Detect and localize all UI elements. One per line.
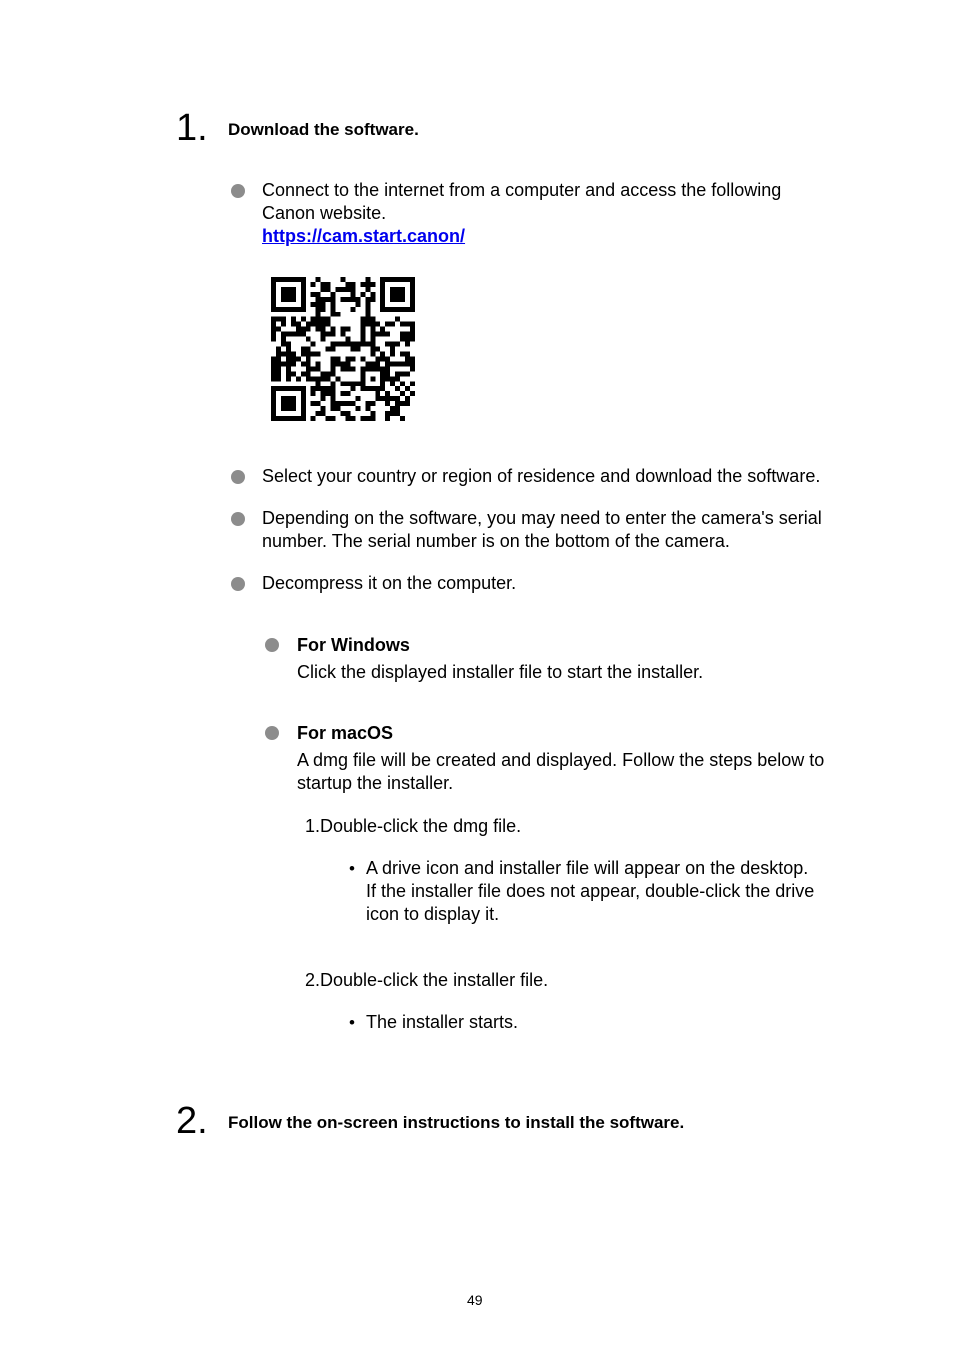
small-bullet-icon: •	[349, 859, 355, 878]
macos-line-1: A dmg file will be created and displayed. Follow the steps below to	[297, 750, 825, 770]
macos-substep-1-detail	[366, 857, 886, 926]
bullet-dot-icon	[231, 184, 245, 198]
bullet-dot-icon	[231, 470, 245, 484]
serial-line-1: Depending on the software, you may need to enter the camera's serial	[262, 508, 822, 528]
access-line-1: Connect to the internet from a computer and access the following	[262, 180, 782, 200]
serial-line-2: number. The serial number is on the bottom of the camera.	[262, 531, 730, 551]
bullet-dot-icon	[231, 577, 245, 591]
windows-text: Click the displayed installer file to start the installer.	[297, 662, 704, 682]
macos-substep-1: 1.Double-click the dmg file.	[305, 816, 522, 836]
page-number: 49	[467, 1292, 483, 1308]
macos-section	[297, 722, 897, 795]
macos-title: For macOS	[297, 723, 394, 743]
step-2-number: 2.	[176, 1100, 208, 1142]
canon-website-link[interactable]: https://cam.start.canon/	[262, 226, 466, 246]
bullet-dot-icon	[265, 726, 279, 740]
small-bullet-icon: •	[349, 1013, 355, 1032]
windows-title: For Windows	[297, 635, 410, 655]
substep1-line-2: If the installer file does not appear, double-click the drive	[366, 881, 815, 901]
qr-code-icon	[271, 277, 415, 426]
serial-number-text	[262, 507, 882, 553]
substep1-line-3: icon to display it.	[366, 904, 500, 924]
step-2-title: Follow the on-screen instructions to install the software.	[228, 1113, 685, 1132]
step-1-title: Download the software.	[228, 120, 419, 139]
access-line-2: Canon website.	[262, 203, 387, 223]
step-1-number: 1.	[176, 107, 208, 149]
substep1-line-1: A drive icon and installer file will appear on the desktop.	[366, 858, 809, 878]
bullet-dot-icon	[265, 638, 279, 652]
select-country-text: Select your country or region of residence and download the software.	[262, 466, 821, 486]
decompress-text: Decompress it on the computer.	[262, 573, 517, 593]
windows-section	[297, 634, 703, 684]
macos-substep-2-detail: The installer starts.	[366, 1012, 519, 1032]
macos-line-2: startup the installer.	[297, 773, 454, 793]
qr-code-graphic	[271, 277, 415, 421]
bullet-dot-icon	[231, 512, 245, 526]
macos-substep-2: 2.Double-click the installer file.	[305, 970, 549, 990]
access-website-text	[262, 179, 882, 248]
